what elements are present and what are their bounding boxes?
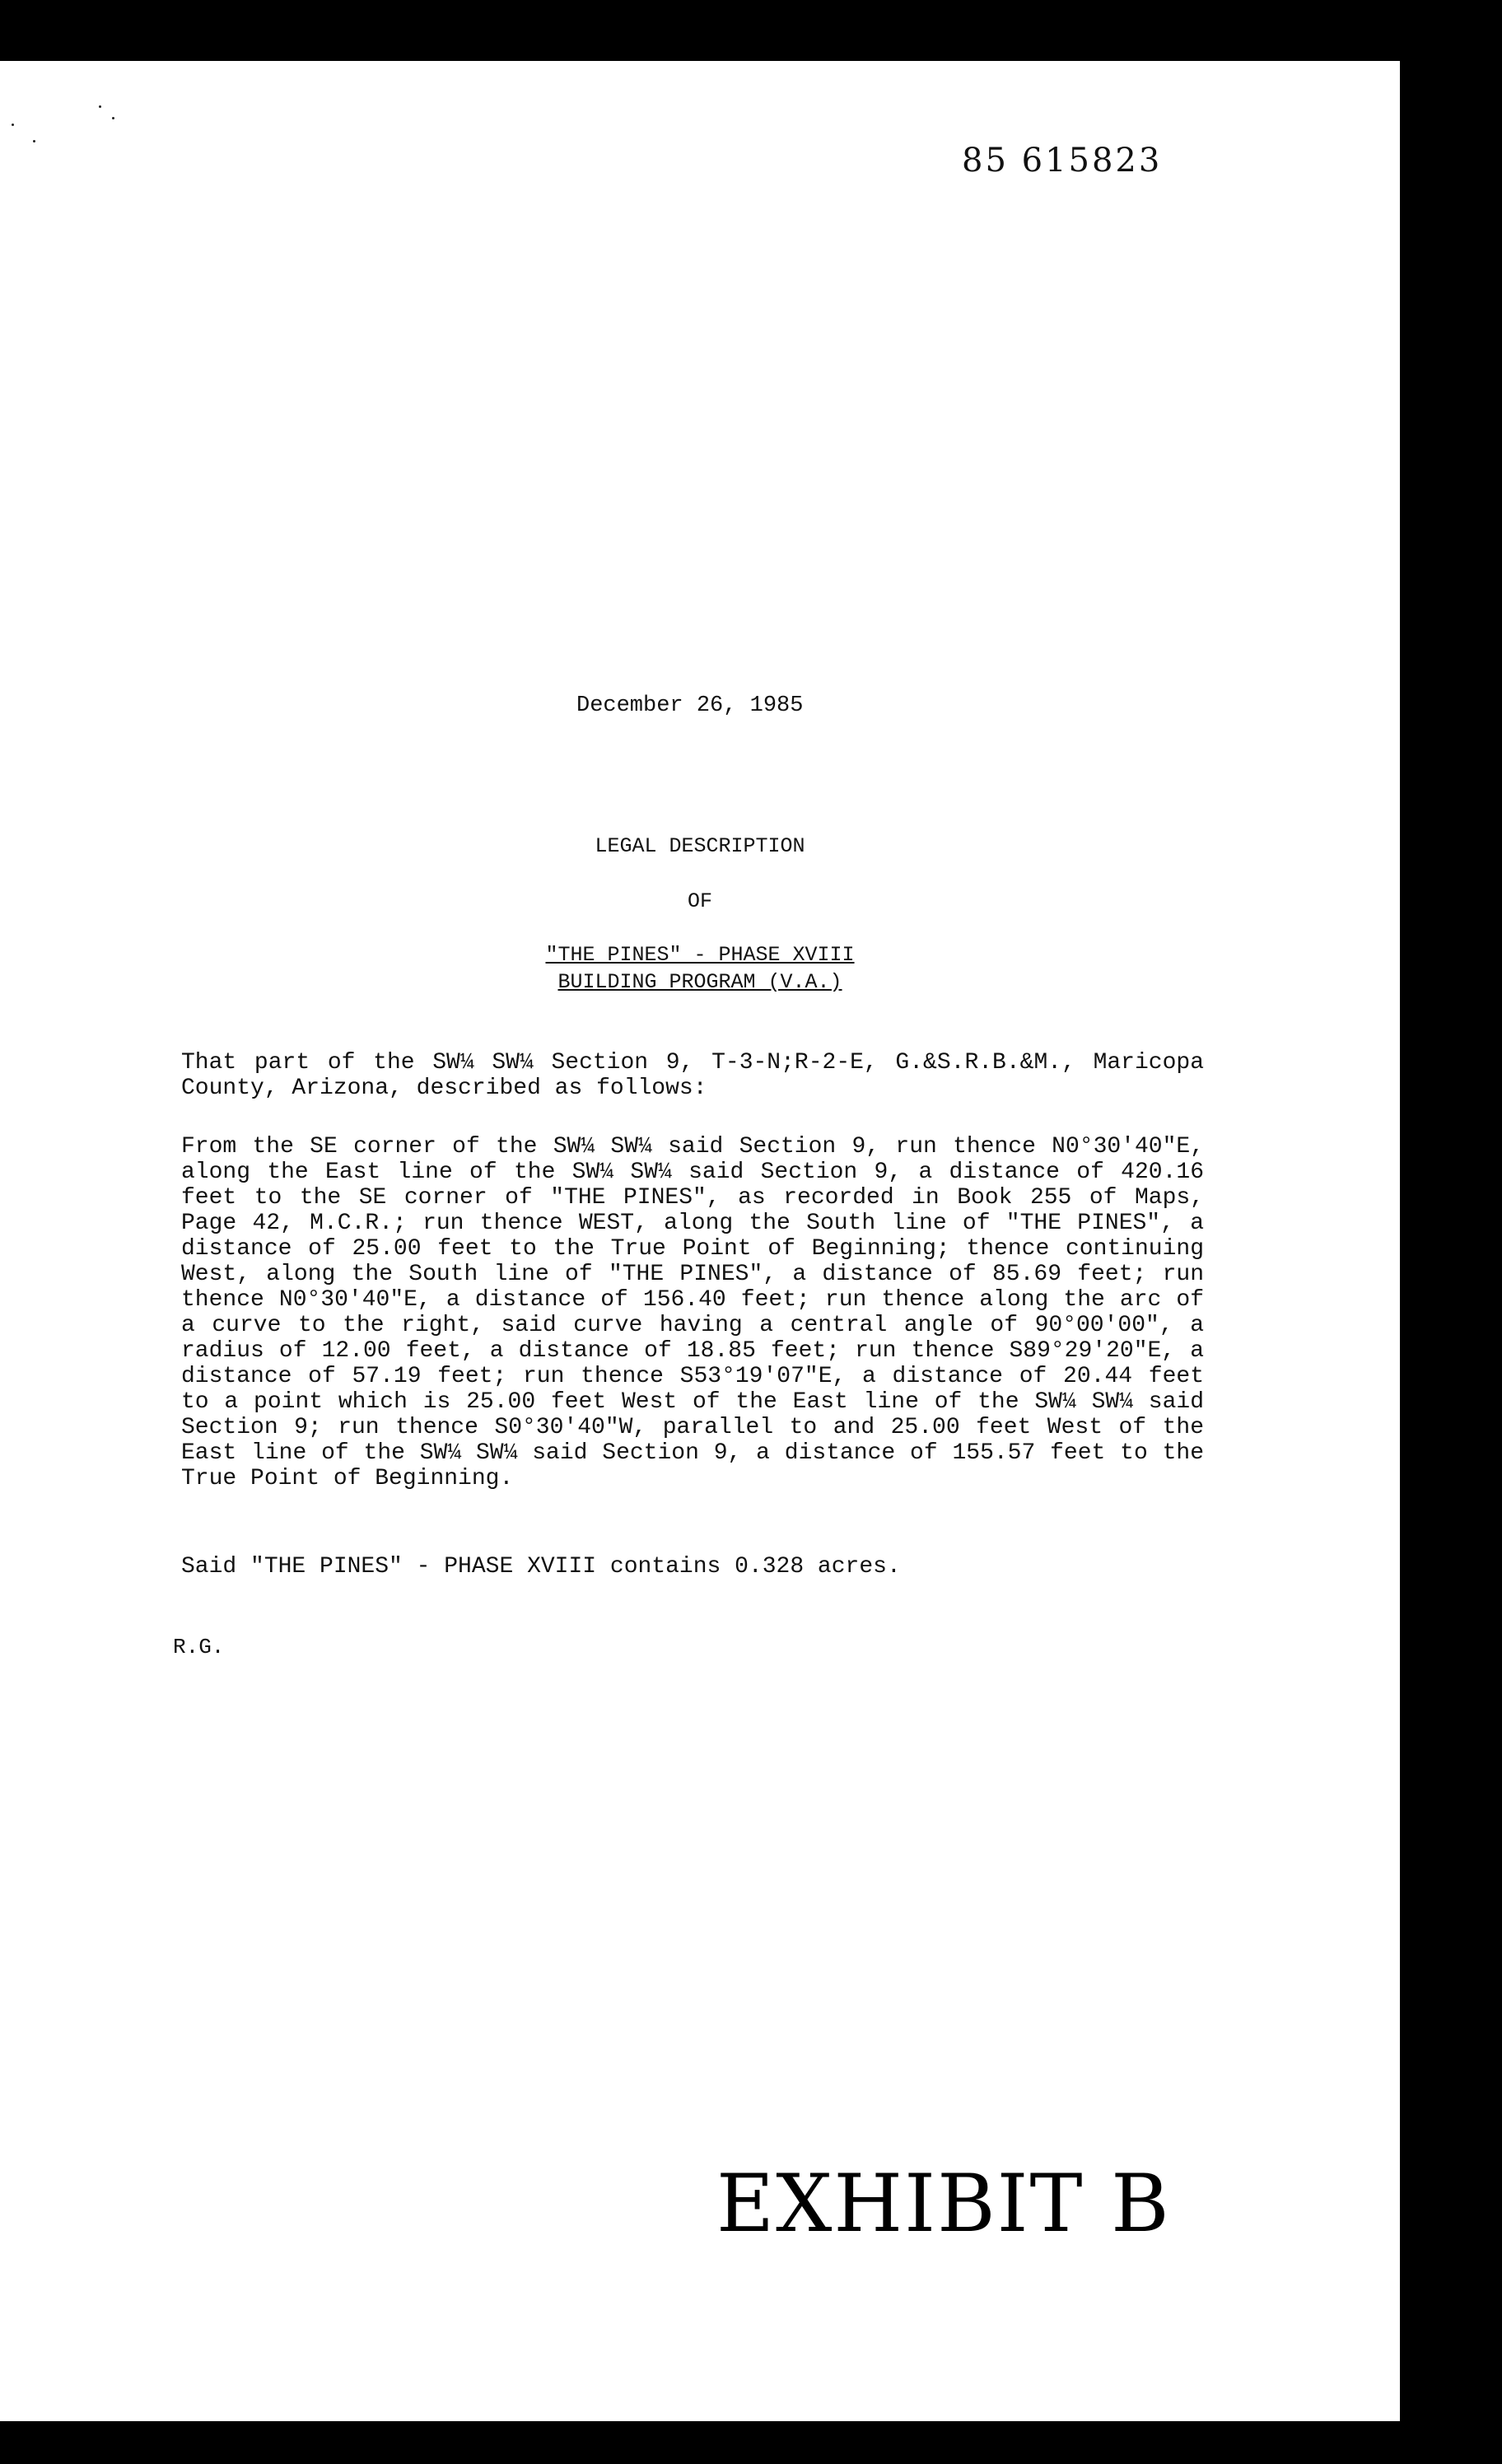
scan-speck: [99, 105, 101, 108]
title-legal-description: LEGAL DESCRIPTION: [595, 834, 805, 858]
paragraph-location: That part of the SW¼ SW¼ Section 9, T-3-N;R-2-E, G.&S.R.B.&M., Maricopa County, Arizona, described as follows:: [181, 1050, 1204, 1101]
initials: R.G.: [173, 1635, 225, 1659]
scan-speck: [12, 124, 14, 126]
scan-speck: [112, 117, 114, 119]
title-building-program: BUILDING PROGRAM (V.A.): [557, 970, 842, 994]
paragraph-metes-and-bounds: From the SE corner of the SW¼ SW¼ said Section 9, run thence N0°30'40"E, along the East line of the SW¼ SW¼ said Section 9, a distance of 420.16 feet to the SE corner of "THE PINES", as recorded in Book 255 of Maps, Page 42, M.C.R.; run thence WEST, along the South line of "THE PINES", a distance of 25.00 feet to the True Point of Beginning; thence continuing West, along the South line of "THE PINES", a distance of 85.69 feet; run thence N0°30'40"E, a distance of 156.40 feet; run thence along the arc of a curve to the right, said curve having a central angle of 90°00'00", a radius of 12.00 feet, a distance of 18.85 feet; run thence S89°29'20"E, a distance of 57.19 feet; run thence S53°19'07"E, a distance of 20.44 feet to a point which is 25.00 feet West of the East line of the SW¼ SW¼ said Section 9; run thence S0°30'40"W, parallel to and 25.00 feet West of the East line of the SW¼ SW¼ said Section 9, a distance of 155.57 feet to the True Point of Beginning.: [181, 1134, 1204, 1491]
title-the-pines-phase: "THE PINES" - PHASE XVIII: [545, 943, 855, 967]
paragraph-acreage: Said "THE PINES" - PHASE XVIII contains 0.328 acres.: [181, 1554, 901, 1580]
scan-border-bottom: [0, 2421, 1400, 2464]
exhibit-label: EXHIBIT B: [716, 2158, 1171, 2250]
title-of: OF: [687, 889, 712, 913]
scan-speck: [33, 140, 35, 142]
document-date: December 26, 1985: [576, 693, 804, 718]
scan-border-top: [0, 0, 1400, 61]
document-number: 85 615823: [962, 142, 1163, 180]
